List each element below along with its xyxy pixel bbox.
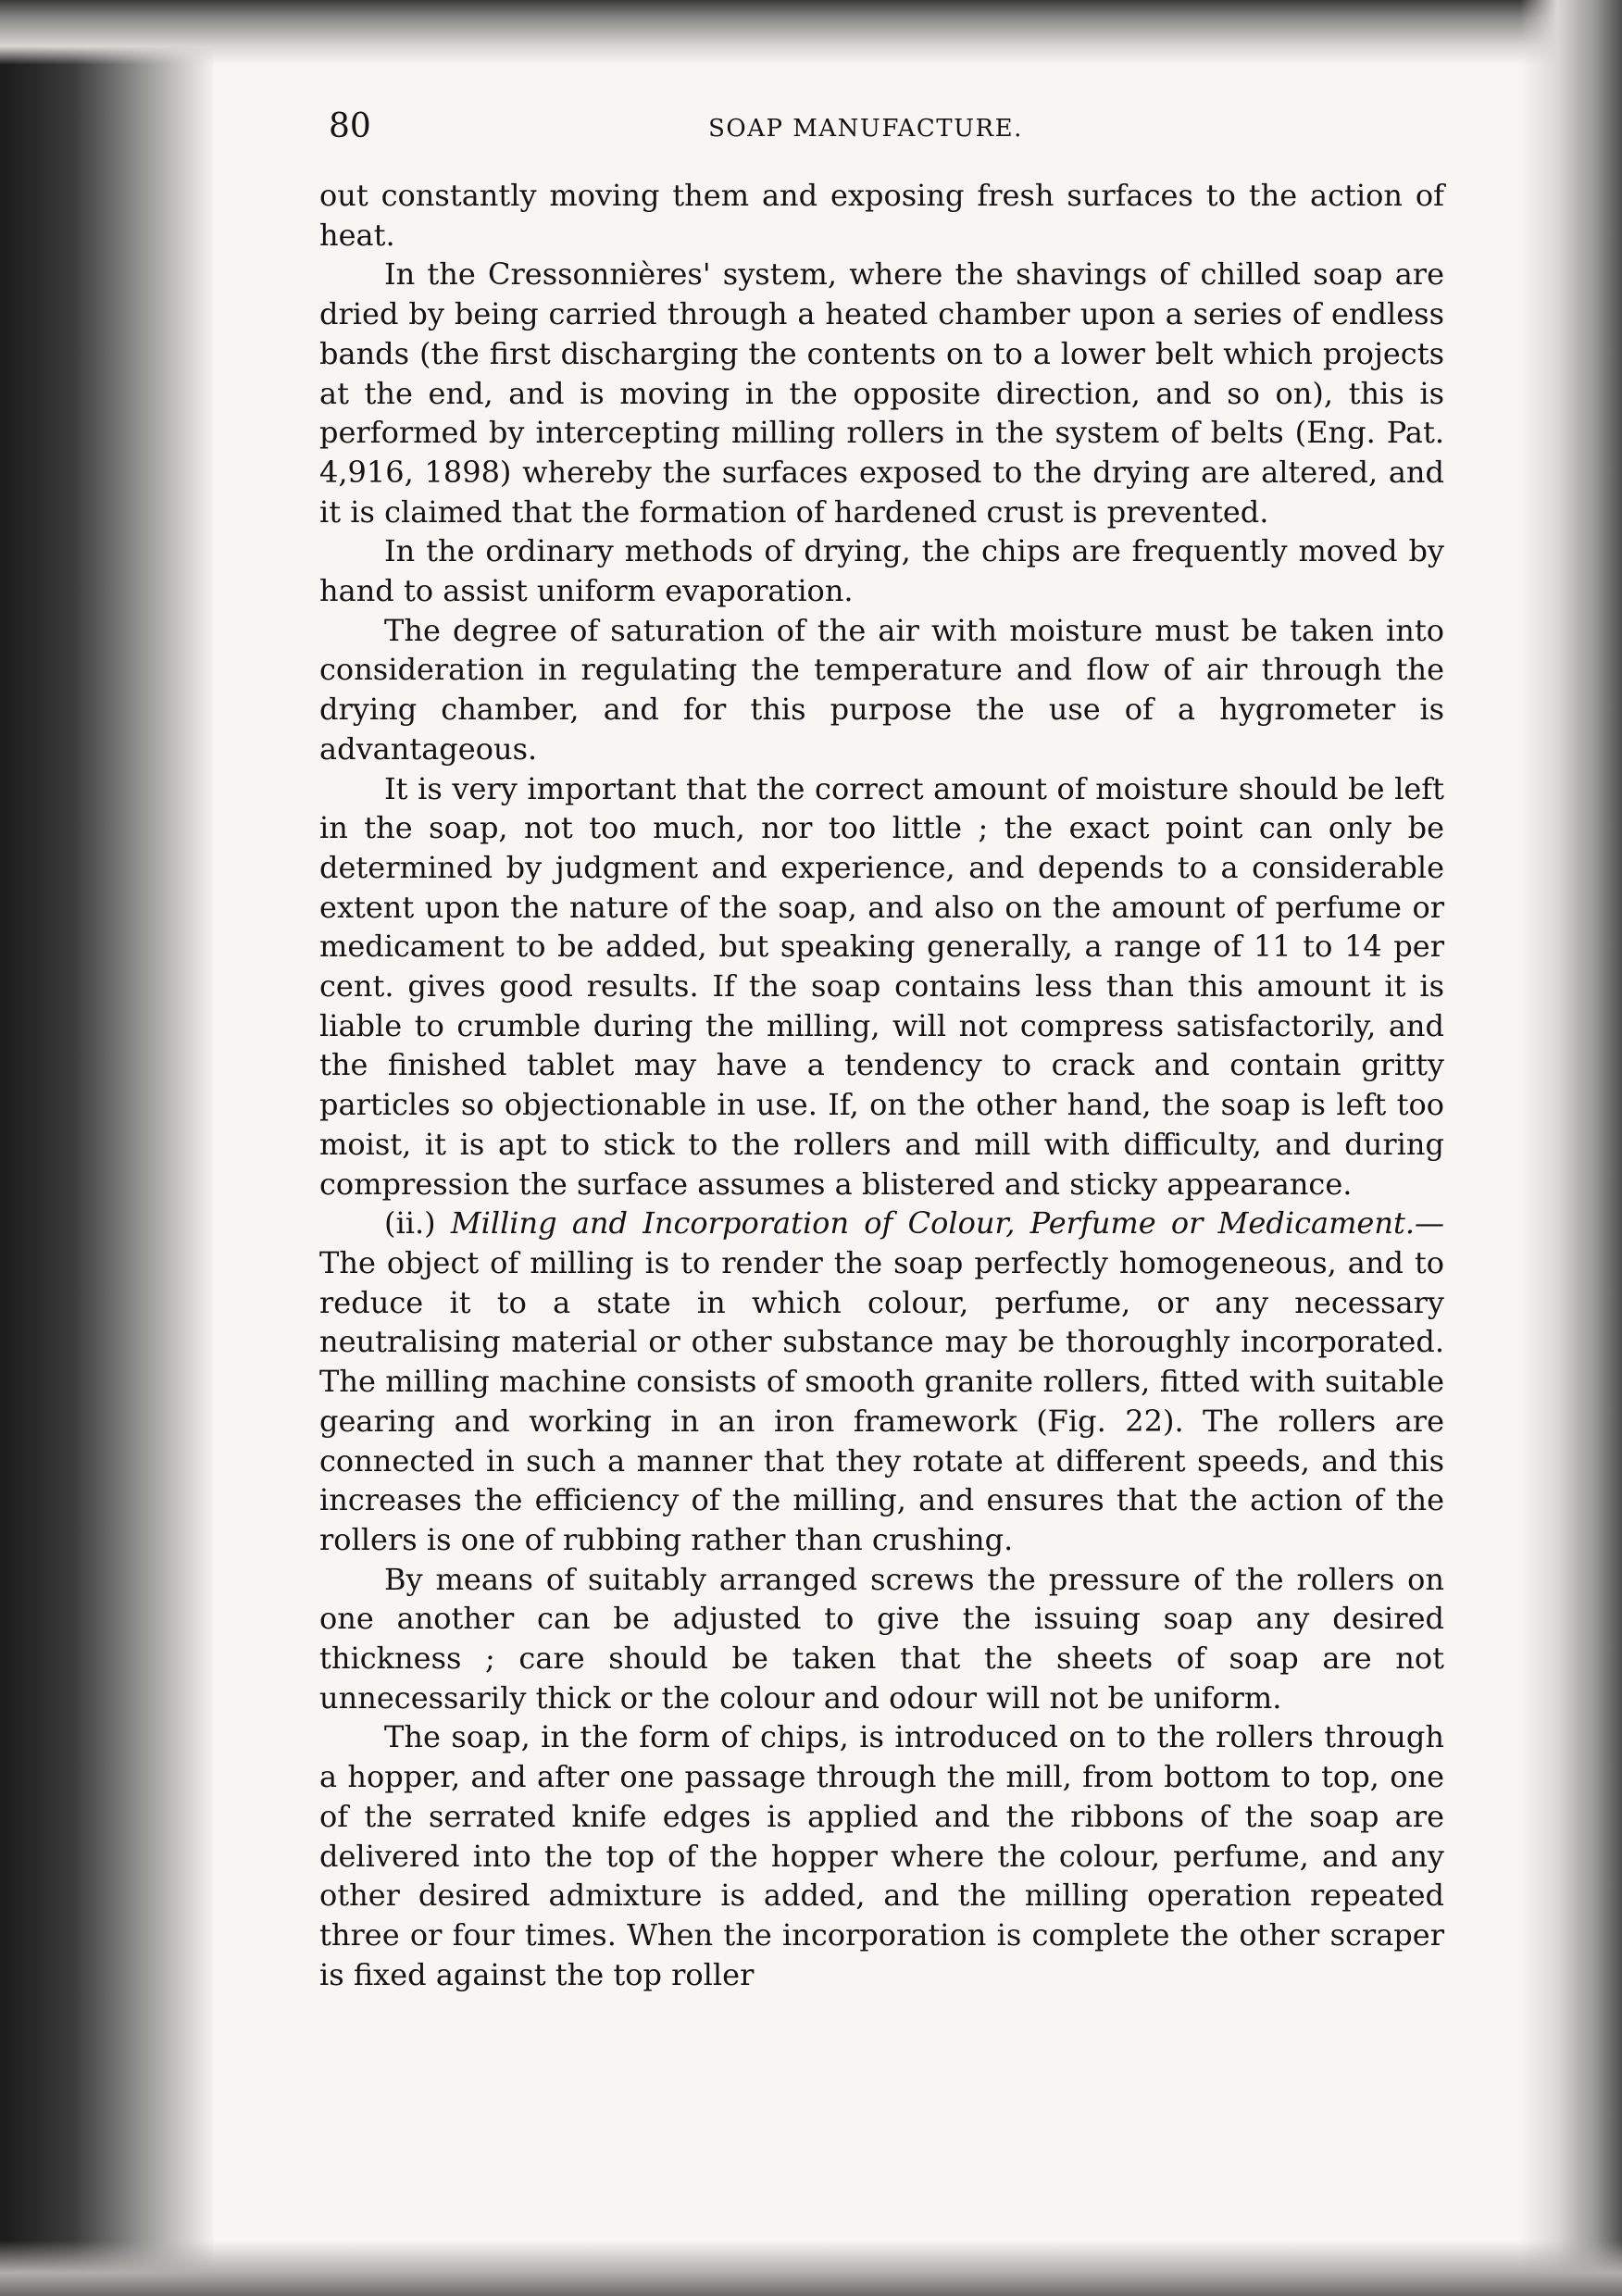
page-header — [329, 104, 1440, 150]
paragraph-hopper-process: The soap, in the form of chips, is introduced on to the rollers through a hopper, and after one passage through the mill, from bottom to top, one of the serrated knife edges is applied and the ribbons of the soap are delivered into the top of the hopper where the colour, perfume, and any other desired admixture is added, and the milling operation repeated three or four times. When the incorporation is complete the other scraper is fixed against the top roller — [319, 1719, 1444, 1992]
paragraph-roller-pressure: By means of suitably arranged screws the pressure of the rollers on one another can be adjusted to give the issuing soap any desired thickness ; care should be taken that the sheets of soap are not unnecessarily thick or the colour and odour will not be uniform. — [319, 1561, 1444, 1716]
section-milling — [319, 1204, 1444, 1559]
paragraph-air-saturation: The degree of saturation of the air with moisture must be taken into consideration in regulating the temperature and flow of air through the drying chamber, and for this purpose the use of a hygrometer is advantageous. — [319, 612, 1444, 767]
section-heading: Milling and Incorporation of Colour, Perfume or Medicament.— — [450, 1205, 1445, 1242]
paragraph-cressonnieres-system: In the Cressonnières' system, where the shavings of chilled soap are dried by being carried through a heated chamber upon a series of endless bands (the first discharging the contents on to a lower belt which projects at the end, and is moving in the opposite direction, and so on), this is performed by intercepting milling rollers in the system of belts (Eng. Pat. 4,916, 1898) whereby the surfaces exposed to the drying are altered, and it is claimed that the formation of hardened crust is prevented. — [319, 256, 1444, 530]
paragraph-moisture-content: It is very important that the correct amount of moisture should be left in the soap, not too much, nor too little ; the exact point can only be determined by judgment and experience, and depends to a considerable extent upon the nature of the soap, and also on the amount of perfume or medicament to be added, but speaking generally, a range of 11 to 14 per cent. gives good results. If the soap contains less than this amount it is liable to crumble during the milling, will not compress satisfactorily, and the finished tablet may have a tendency to crack and contain gritty particles so objectionable in use. If, on the other hand, the soap is left too moist, it is apt to stick to the rollers and mill with difficulty, and during compression the surface assumes a blistered and sticky appearance. — [319, 770, 1444, 1202]
page-number: 80 — [329, 107, 371, 145]
paragraph-ordinary-drying: In the ordinary methods of drying, the chips are frequently moved by hand to assist uniform evaporation. — [319, 533, 1444, 609]
section-number: (ii.) — [384, 1205, 436, 1242]
right-edge-shadow — [1520, 0, 1622, 2296]
top-edge-shadow — [0, 0, 1622, 65]
running-head: SOAP MANUFACTURE. — [708, 115, 1023, 143]
body-text — [319, 176, 1444, 1994]
binding-shadow — [0, 0, 213, 2296]
bottom-edge-shadow — [0, 2240, 1622, 2296]
section-text: The object of milling is to render the soap perfectly homogeneous, and to reduce it to a state in which colour, perfume, or any necessary neutralising material or other substance may be thoroughly incorporated. The milling machine consists of smooth granite rollers, fitted with suitable gearing and working in an iron framework (Fig. 22). The rollers are connected in such a manner that they rotate at different speeds, and this increases the efficiency of the milling, and ensures that the action of the rollers is one of rubbing rather than crushing. — [319, 1244, 1444, 1557]
paragraph-continued: out constantly moving them and exposing fresh surfaces to the action of heat. — [319, 178, 1444, 253]
